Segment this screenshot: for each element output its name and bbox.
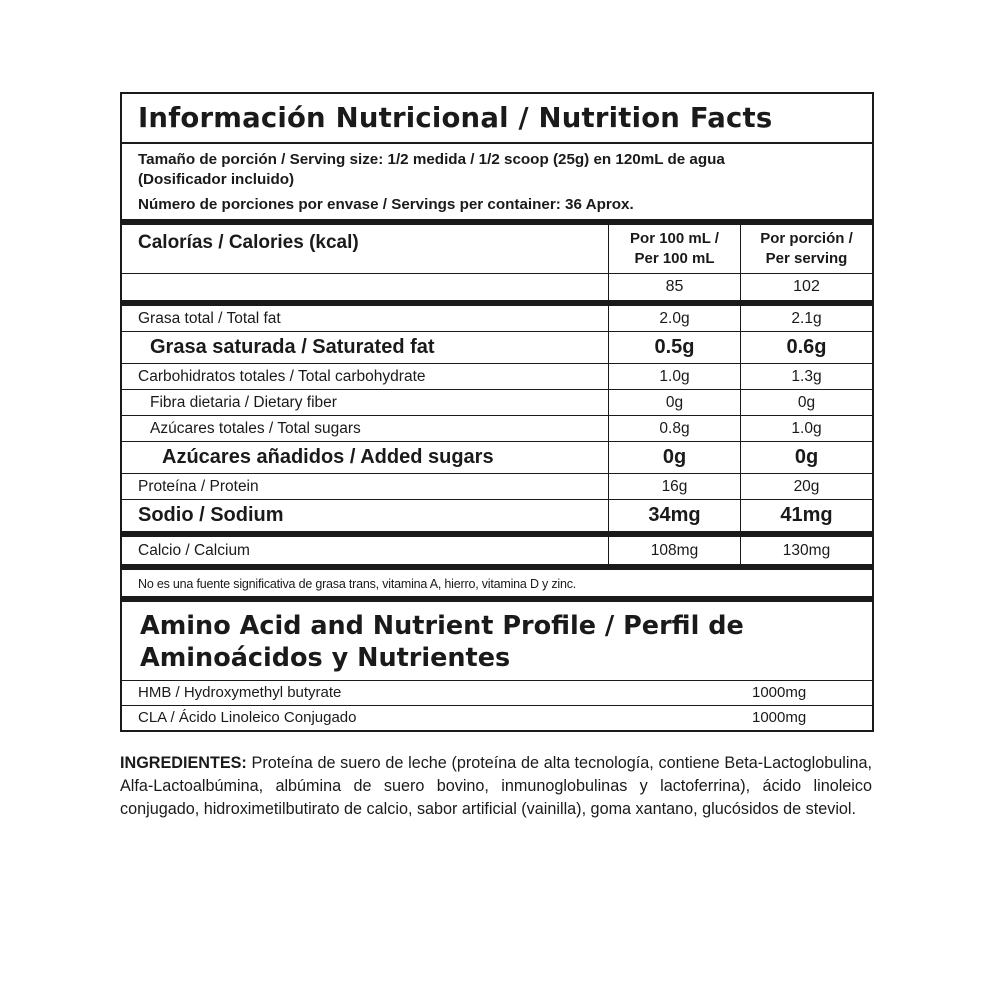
nutrient-per100: 0g <box>608 390 740 415</box>
servings-per-container: Número de porciones por envase / Servings per container: 36 Aprox. <box>138 196 634 213</box>
amino-amount: 1000mg <box>752 684 807 701</box>
serving-size-note: (Dosificador incluido) <box>138 171 295 188</box>
table-row <box>122 306 872 332</box>
col-header-per100 <box>608 225 740 273</box>
amino-title-line2: Aminoácidos y Nutrientes <box>140 643 511 673</box>
ingredients-text: Proteína de suero de leche (proteína de alta tecnología, contiene Beta-Lactoglobulina, Alfa-Lactoalbúmina, albúmina de suero bovino, inmunoglobulinas y lactoferrina), ácido linoleico conjugado, hidroximetilbutirato de calcio, sabor artificial (vainilla), goma xantano, glucósidos de steviol. <box>120 754 872 818</box>
ingredients-label: INGREDIENTES: <box>120 754 247 772</box>
calories-header <box>122 225 872 273</box>
nutrient-name: Fibra dietaria / Dietary fiber <box>150 394 337 411</box>
col-header-perserving-line1: Por porción / <box>760 230 853 247</box>
calories-per100: 85 <box>608 274 740 300</box>
nutrient-per100: 2.0g <box>608 306 740 331</box>
calories-label: Calorías / Calories (kcal) <box>138 232 359 253</box>
serving-info <box>122 144 872 219</box>
col-header-per100-line2: Per 100 mL <box>634 250 715 267</box>
nutrient-perserving: 0g <box>740 390 872 415</box>
amino-table <box>122 681 872 730</box>
label-title: Información Nutricional / Nutrition Facts <box>122 94 872 144</box>
serving-size: Tamaño de porción / Serving size: 1/2 medida / 1/2 scoop (25g) en 120mL de agua <box>138 151 725 168</box>
nutrient-name: Proteína / Protein <box>138 478 259 495</box>
col-header-perserving-line2: Per serving <box>765 250 848 267</box>
calcium-per100: 108mg <box>608 537 740 564</box>
table-row <box>122 442 872 474</box>
nutrient-perserving: 2.1g <box>740 306 872 331</box>
table-row <box>122 416 872 442</box>
amino-title-line1: Amino Acid and Nutrient Profile / Perfil de <box>140 611 744 641</box>
table-row <box>122 332 872 364</box>
calcium-row <box>122 537 872 564</box>
nutrient-name: Azúcares añadidos / Added sugars <box>162 446 494 468</box>
table-row <box>122 500 872 531</box>
nutrient-perserving: 0.6g <box>740 332 872 363</box>
nutrient-name: Azúcares totales / Total sugars <box>150 420 361 437</box>
amino-title <box>122 602 872 681</box>
list-item <box>122 706 872 730</box>
nutrient-per100: 16g <box>608 474 740 499</box>
nutrition-label <box>120 92 874 732</box>
amino-name: HMB / Hydroxymethyl butyrate <box>138 684 342 701</box>
nutrient-name: Grasa total / Total fat <box>138 310 281 327</box>
nutrient-name: Grasa saturada / Saturated fat <box>150 336 435 358</box>
table-row <box>122 364 872 390</box>
nutrient-perserving: 0g <box>740 442 872 473</box>
nutrient-table <box>122 306 872 531</box>
table-row <box>122 474 872 500</box>
footnote: No es una fuente significativa de grasa trans, vitamina A, hierro, vitamina D y zinc. <box>138 577 577 591</box>
calories-values <box>122 273 872 300</box>
col-header-per100-line1: Por 100 mL / <box>630 230 719 247</box>
nutrient-perserving: 20g <box>740 474 872 499</box>
amino-amount: 1000mg <box>752 709 807 726</box>
nutrient-per100: 34mg <box>608 500 740 531</box>
ingredients <box>120 752 872 821</box>
nutrient-perserving: 41mg <box>740 500 872 531</box>
list-item <box>122 681 872 706</box>
calories-spacer <box>122 274 608 300</box>
calories-perserving: 102 <box>740 274 872 300</box>
nutrient-name: Carbohidratos totales / Total carbohydrate <box>138 368 426 385</box>
calcium-name: Calcio / Calcium <box>138 542 250 559</box>
nutrient-per100: 0.5g <box>608 332 740 363</box>
nutrient-per100: 0g <box>608 442 740 473</box>
calcium-perserving: 130mg <box>740 537 872 564</box>
nutrient-perserving: 1.0g <box>740 416 872 441</box>
nutrient-name: Sodio / Sodium <box>138 504 284 526</box>
table-row <box>122 390 872 416</box>
nutrient-perserving: 1.3g <box>740 364 872 389</box>
nutrient-per100: 0.8g <box>608 416 740 441</box>
col-header-perserving <box>740 225 872 273</box>
nutrient-per100: 1.0g <box>608 364 740 389</box>
amino-name: CLA / Ácido Linoleico Conjugado <box>138 709 357 726</box>
